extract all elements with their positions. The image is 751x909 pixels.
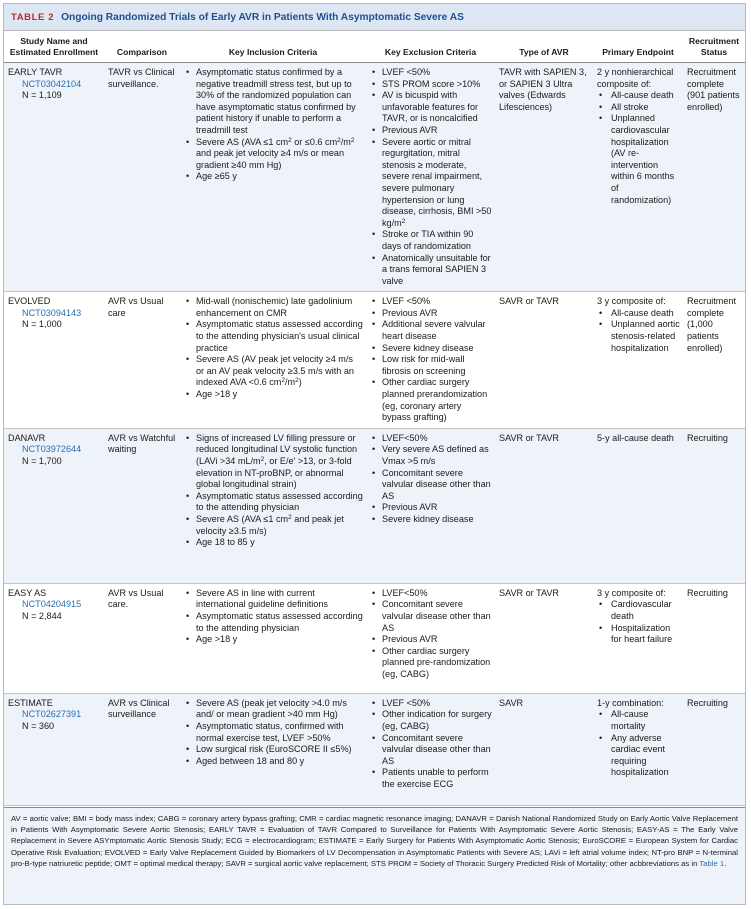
comparison-cell: AVR vs Usual care bbox=[104, 292, 180, 429]
exclusion-item: • Stroke or TIA within 90 days of randomization bbox=[370, 229, 492, 252]
inclusion-item: • Severe AS (AVA ≤1 $cm^2$ and peak jet velocity ≥3.5 m/s) bbox=[184, 514, 363, 537]
study-cell bbox=[4, 428, 104, 583]
exclusion-cell bbox=[366, 583, 495, 693]
table-row bbox=[4, 292, 745, 429]
comparison-cell: AVR vs Clinical surveillance bbox=[104, 693, 180, 805]
endpoint-item: • All stroke bbox=[597, 102, 680, 114]
exclusion-item: • LVEF<50% bbox=[370, 433, 492, 445]
inclusion-cell bbox=[180, 63, 366, 292]
footnote-text: AV = aortic valve; BMI = body mass index; CABG = coronary artery bypass grafting; CMR = cardiac magnetic resonance imaging; DANAVR = Danish National Randomized Study on Early Aortic Valve Replacement in Patients With Asymptomatic Severe Aortic Stenosis; EARLY TAVR = Evaluation of TAVR Compared to Surveillance for Patients With Asymptomatic Severe Aortic Stenosis; EASY-AS = The Early Valve Replacement in Severe ASYmptomatic Aortic Stenosis Study; ECG = electrocardiogram; ESTIMATE = Early Surgery for Patients With Asymptomatic Aortic Stenosis; EuroSCORE = European System for Cardiac Operative Risk Evaluation; EVOLVED = Early Valve Replacement Guided by Biomarkers of LV Decompensation in Asymptomatic Patients with Severe AS; LAVi = left atrial volume index; NT-pro BNP = N-terminal pro-B-type natriuretic peptide; OMT = optimal medical therapy; SAVR = surgical aortic valve replacement; STS PROM = Society of Thoracic Surgery Predicted Risk of Mortality; other acbbreviations as in bbox=[11, 814, 738, 868]
avr-type-cell: SAVR or TAVR bbox=[495, 428, 593, 583]
endpoint-item: • Any adverse cardiac event requiring hospitalization bbox=[597, 733, 680, 779]
footnote-table-link[interactable]: Table 1 bbox=[699, 858, 725, 868]
exclusion-item: • Other cardiac surgery planned pre-randomization (eg, CABG) bbox=[370, 646, 492, 681]
endpoint-item: • All-cause death bbox=[597, 308, 680, 320]
exclusion-item: • Anatomically unsuitable for a trans femoral SAPIEN 3 valve bbox=[370, 253, 492, 288]
inclusion-item: • Age ≥65 y bbox=[184, 171, 363, 183]
exclusion-item: • Other cardiac surgery planned prerandomization (eg, coronary artery bypass grafting) bbox=[370, 377, 492, 423]
exclusion-cell bbox=[366, 292, 495, 429]
exclusion-cell bbox=[366, 428, 495, 583]
trials-table bbox=[4, 31, 745, 806]
exclusion-item: • Previous AVR bbox=[370, 125, 492, 137]
endpoint-cell bbox=[593, 428, 683, 583]
avr-type-cell: SAVR or TAVR bbox=[495, 583, 593, 693]
exclusion-item: • Previous AVR bbox=[370, 634, 492, 646]
exclusion-item: • Previous AVR bbox=[370, 502, 492, 514]
col-header-comparison: Comparison bbox=[104, 31, 180, 63]
exclusion-list bbox=[370, 67, 492, 287]
exclusion-item: • Concomitant severe valvular disease other than AS bbox=[370, 599, 492, 634]
study-name: EVOLVED bbox=[8, 296, 51, 307]
exclusion-item: • LVEF <50% bbox=[370, 296, 492, 308]
table-row bbox=[4, 583, 745, 693]
comparison-cell: TAVR vs Clinical surveillance. bbox=[104, 63, 180, 292]
endpoint-cell bbox=[593, 292, 683, 429]
status-cell: Recruitment complete (1,000 patients enrolled) bbox=[683, 292, 745, 429]
footnote-end: . bbox=[724, 858, 727, 868]
study-name: EARLY TAVR bbox=[8, 67, 63, 77]
exclusion-item: • STS PROM score >10% bbox=[370, 79, 492, 91]
exclusion-item: • Additional severe valvular heart disease bbox=[370, 319, 492, 342]
inclusion-cell bbox=[180, 292, 366, 429]
exclusion-item: • AV is bicuspid with unfavorable features for TAVR, or is noncalcified bbox=[370, 90, 492, 125]
exclusion-cell bbox=[366, 63, 495, 292]
exclusion-item: • Low risk for mid-wall fibrosis on screening bbox=[370, 354, 492, 377]
exclusion-item: • Very severe AS defined as Vmax >5 m/s bbox=[370, 444, 492, 467]
col-header-exclusion: Key Exclusion Criteria bbox=[366, 31, 495, 63]
inclusion-cell bbox=[180, 693, 366, 805]
comparison-cell: AVR vs Watchful waiting bbox=[104, 428, 180, 583]
exclusion-item: • Concomitant severe valvular disease other than AS bbox=[370, 468, 492, 503]
inclusion-item: • Aged between 18 and 80 y bbox=[184, 756, 363, 768]
inclusion-item: • Severe AS in line with current international guideline definitions bbox=[184, 588, 363, 611]
status-cell: Recruiting bbox=[683, 428, 745, 583]
exclusion-list bbox=[370, 296, 492, 424]
inclusion-item: • Severe AS (peak jet velocity >4.0 m/s and/ or mean gradient >40 mm Hg) bbox=[184, 698, 363, 721]
inclusion-list bbox=[184, 296, 363, 400]
nct-link[interactable]: NCT04204915 bbox=[22, 599, 82, 610]
endpoint-cell bbox=[593, 693, 683, 805]
inclusion-item: • Age >18 y bbox=[184, 634, 363, 646]
inclusion-item: • Mid-wall (nonischemic) late gadolinium enhancement on CMR bbox=[184, 296, 363, 319]
inclusion-list bbox=[184, 67, 363, 183]
endpoint-list bbox=[597, 308, 680, 354]
status-cell: Recruiting bbox=[683, 693, 745, 805]
inclusion-item: • Asymptomatic status assessed according to the attending physician bbox=[184, 611, 363, 634]
enrollment: N = 1,109 bbox=[22, 90, 62, 101]
study-cell bbox=[4, 292, 104, 429]
col-header-study: Study Name and Estimated Enrollment bbox=[4, 31, 104, 63]
endpoint-item: • Unplanned aortic stenosis-related hospitalization bbox=[597, 319, 680, 354]
endpoint-item: • Unplanned cardiovascular hospitalization (AV re-intervention within 6 months of randomization) bbox=[597, 113, 680, 206]
exclusion-item: • Severe kidney disease bbox=[370, 343, 492, 355]
inclusion-cell bbox=[180, 428, 366, 583]
inclusion-list bbox=[184, 698, 363, 768]
exclusion-item: • Previous AVR bbox=[370, 308, 492, 320]
table-title-bar bbox=[4, 4, 745, 31]
endpoint-intro: 3 y composite of: bbox=[597, 587, 666, 598]
exclusion-item: • Severe kidney disease bbox=[370, 514, 492, 526]
endpoint-item: • All-cause mortality bbox=[597, 709, 680, 732]
exclusion-item: • LVEF <50% bbox=[370, 698, 492, 710]
study-name: ESTIMATE bbox=[8, 697, 53, 708]
inclusion-item: • Severe AS (AVA ≤1 $cm^2$ or ≤0.6 $cm^2/m^2$ and peak jet velocity ≥4 m/s or mean gradient ≥40 mm Hg) bbox=[184, 137, 363, 172]
study-cell bbox=[4, 63, 104, 292]
exclusion-item: • Other indication for surgery (eg, CABG) bbox=[370, 709, 492, 732]
inclusion-item: • Asymptomatic status confirmed by a negative treadmill stress test, but up to 30% of the randomized population can have asymptomatic status confirmed by patient history if unable to perform a treadmill test bbox=[184, 67, 363, 137]
avr-type-cell: SAVR bbox=[495, 693, 593, 805]
nct-link[interactable]: NCT03094143 bbox=[22, 307, 82, 318]
endpoint-intro: 2 y nonhierarchical composite of: bbox=[597, 67, 674, 89]
exclusion-list bbox=[370, 588, 492, 681]
exclusion-item: • LVEF<50% bbox=[370, 588, 492, 600]
col-header-status: Recruitment Status bbox=[683, 31, 745, 63]
enrollment: N = 2,844 bbox=[22, 611, 62, 621]
exclusion-item: • Patients unable to perform the exercise ECG bbox=[370, 767, 492, 790]
study-name: DANAVR bbox=[8, 432, 46, 443]
exclusion-list bbox=[370, 433, 492, 526]
endpoint-cell bbox=[593, 583, 683, 693]
study-cell bbox=[4, 693, 104, 805]
exclusion-item: • LVEF <50% bbox=[370, 67, 492, 79]
avr-type-cell: SAVR or TAVR bbox=[495, 292, 593, 429]
enrollment: N = 360 bbox=[22, 721, 55, 731]
nct-link[interactable]: NCT03972644 bbox=[22, 444, 82, 455]
study-name: EASY AS bbox=[8, 587, 47, 598]
endpoint-list bbox=[597, 599, 680, 645]
inclusion-item: • Signs of increased LV filling pressure or reduced longitudinal LV systolic function (LAVi >34 $mL/m^2$, or E/e' >13, or 3-fold elevation in NT-proBNP, or abnormal global longitudinal strain) bbox=[184, 433, 363, 491]
col-header-avr-type: Type of AVR bbox=[495, 31, 593, 63]
inclusion-item: • Age >18 y bbox=[184, 389, 363, 401]
endpoint-intro: 1-y combination: bbox=[597, 697, 664, 708]
endpoint-item: • All-cause death bbox=[597, 90, 680, 102]
endpoint-cell bbox=[593, 63, 683, 292]
col-header-endpoint: Primary Endpoint bbox=[593, 31, 683, 63]
table-label: TABLE 2 bbox=[11, 11, 55, 23]
nct-link[interactable]: NCT02627391 bbox=[22, 709, 82, 720]
inclusion-item: • Low surgical risk (EuroSCORE II ≤5%) bbox=[184, 744, 363, 756]
inclusion-item: • Asymptomatic status assessed according to the attending physician's usual clinical practice bbox=[184, 319, 363, 354]
endpoint-list bbox=[597, 709, 680, 779]
table-figure bbox=[3, 3, 746, 905]
inclusion-item: • Age 18 to 85 y bbox=[184, 537, 363, 549]
exclusion-list bbox=[370, 698, 492, 791]
exclusion-item: • Concomitant severe valvular disease other than AS bbox=[370, 733, 492, 768]
status-cell: Recruiting bbox=[683, 583, 745, 693]
exclusion-item: • Severe aortic or mitral regurgitation, mitral stenosis ≥ moderate, severe renal impairment, severe pulmonary hypertension or lung disease, cirrhosis, BMI >50 $kg/m^2$ bbox=[370, 137, 492, 230]
inclusion-item: • Asymptomatic status assessed according to the attending physician bbox=[184, 491, 363, 514]
endpoint-item: • Hospitalization for heart failure bbox=[597, 623, 680, 646]
comparison-cell: AVR vs Usual care. bbox=[104, 583, 180, 693]
endpoint-intro: 3 y composite of: bbox=[597, 296, 666, 307]
table-footnote bbox=[4, 807, 745, 904]
inclusion-item: • Asymptomatic status, confirmed with normal exercise test, LVEF >50% bbox=[184, 721, 363, 744]
enrollment: N = 1,000 bbox=[22, 319, 62, 330]
inclusion-list bbox=[184, 588, 363, 646]
endpoint-intro: 5-y all-cause death bbox=[597, 432, 674, 443]
study-cell bbox=[4, 583, 104, 693]
inclusion-cell bbox=[180, 583, 366, 693]
inclusion-item: • Severe AS (AV peak jet velocity ≥4 m/s or an AV peak velocity ≥3.5 m/s with an indexed AVA <0.6 $cm^2/m^2$) bbox=[184, 354, 363, 389]
status-cell: Recruitment complete (901 patients enrolled) bbox=[683, 63, 745, 292]
table-row bbox=[4, 693, 745, 805]
endpoint-item: • Cardiovascular death bbox=[597, 599, 680, 622]
table-row bbox=[4, 63, 745, 292]
avr-type-cell: TAVR with SAPIEN 3, or SAPIEN 3 Ultra valves (Edwards Lifesciences) bbox=[495, 63, 593, 292]
col-header-inclusion: Key Inclusion Criteria bbox=[180, 31, 366, 63]
nct-link[interactable]: NCT03042104 bbox=[22, 78, 82, 89]
enrollment: N = 1,700 bbox=[22, 456, 62, 466]
table-row bbox=[4, 428, 745, 583]
table-title: Ongoing Randomized Trials of Early AVR in Patients With Asymptomatic Severe AS bbox=[61, 11, 464, 23]
header-row bbox=[4, 31, 745, 63]
endpoint-list bbox=[597, 90, 680, 206]
inclusion-list bbox=[184, 433, 363, 549]
exclusion-cell bbox=[366, 693, 495, 805]
